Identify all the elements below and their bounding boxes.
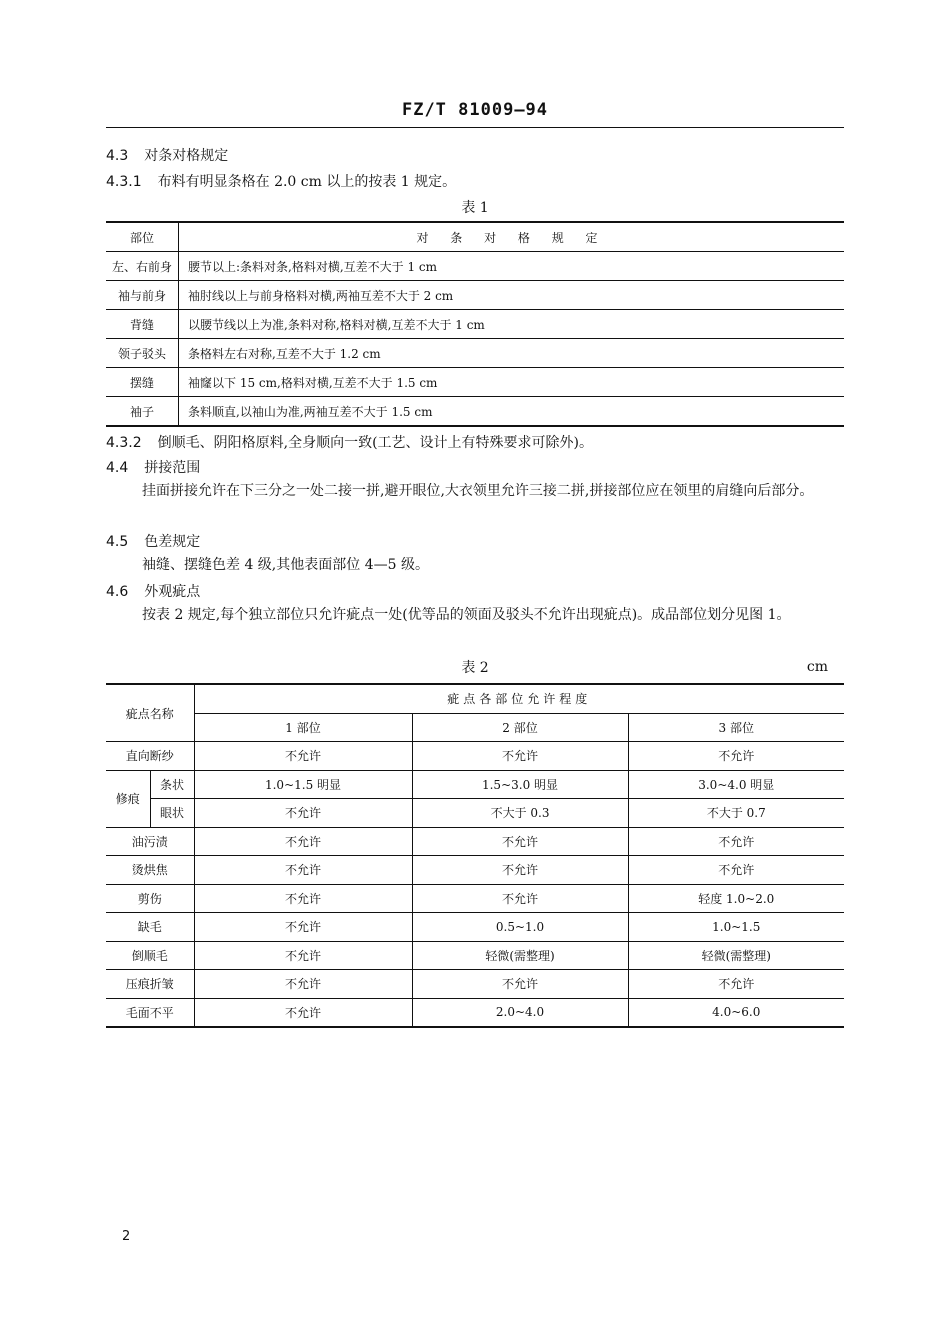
section-title: 色差规定 xyxy=(144,534,201,550)
part-cell: 袖与前身 xyxy=(106,281,179,310)
section-4-6 xyxy=(106,581,200,601)
section-4-3-2 xyxy=(106,432,593,452)
defect-group-cell: 修痕 xyxy=(106,770,150,827)
table-2 xyxy=(106,683,844,1028)
value-cell: 不允许 xyxy=(412,970,628,999)
column-header-part-1: 1 部位 xyxy=(194,713,412,742)
defect-subname-cell: 眼状 xyxy=(150,799,194,828)
value-cell: 不允许 xyxy=(412,856,628,885)
defect-name-cell: 倒顺毛 xyxy=(106,941,194,970)
section-4-3 xyxy=(106,145,228,165)
rule-cell: 条格料左右对称,互差不大于 1.2 cm xyxy=(179,339,845,368)
value-cell: 不允许 xyxy=(412,884,628,913)
value-cell: 不允许 xyxy=(194,799,412,828)
value-cell: 不允许 xyxy=(194,742,412,771)
table2-unit: cm xyxy=(806,659,828,675)
table-subheader-row xyxy=(106,713,844,742)
column-header-defect: 疵点名称 xyxy=(106,684,194,742)
value-cell: 不允许 xyxy=(194,913,412,942)
value-cell: 不允许 xyxy=(412,742,628,771)
defect-name-cell: 毛面不平 xyxy=(106,998,194,1027)
value-cell: 不允许 xyxy=(628,970,844,999)
defect-name-cell: 剪伤 xyxy=(106,884,194,913)
column-header-part-3: 3 部位 xyxy=(628,713,844,742)
defect-name-cell: 缺毛 xyxy=(106,913,194,942)
value-cell: 不允许 xyxy=(194,827,412,856)
part-cell: 领子驳头 xyxy=(106,339,179,368)
table-row xyxy=(106,856,844,885)
table-row xyxy=(106,368,844,397)
rule-cell: 条料顺直,以袖山为准,两袖互差不大于 1.5 cm xyxy=(179,397,845,427)
value-cell: 不大于 0.3 xyxy=(412,799,628,828)
value-cell: 不允许 xyxy=(628,856,844,885)
value-cell: 不允许 xyxy=(412,827,628,856)
table-row xyxy=(106,970,844,999)
table-1 xyxy=(106,221,844,427)
table-row xyxy=(106,998,844,1027)
defect-name-cell: 烫烘焦 xyxy=(106,856,194,885)
defect-name-cell: 直向断纱 xyxy=(106,742,194,771)
value-cell: 不允许 xyxy=(628,742,844,771)
table-row xyxy=(106,827,844,856)
document-code: FZ/T 81009—94 xyxy=(401,100,549,120)
value-cell: 轻微(需整理) xyxy=(628,941,844,970)
section-title: 拼接范围 xyxy=(144,460,201,476)
value-cell: 4.0~6.0 xyxy=(628,998,844,1027)
section-text: 布料有明显条格在 2.0 cm 以上的按表 1 规定。 xyxy=(157,174,457,190)
part-cell: 左、右前身 xyxy=(106,252,179,281)
section-4-6-text: 按表 2 规定,每个独立部位只允许疵点一处(优等品的领面及驳头不允许出现疵点)。成品部位划分见图 1。 xyxy=(142,607,791,623)
section-number: 4.6 xyxy=(106,584,129,600)
section-number: 4.3 xyxy=(106,148,129,164)
part-cell: 袖子 xyxy=(106,397,179,427)
rule-cell: 袖窿以下 15 cm,格料对横,互差不大于 1.5 cm xyxy=(179,368,845,397)
table-row xyxy=(106,310,844,339)
section-4-3-1 xyxy=(106,171,456,191)
table-header-row xyxy=(106,222,844,252)
part-cell: 摆缝 xyxy=(106,368,179,397)
table-row xyxy=(106,742,844,771)
value-cell: 2.0~4.0 xyxy=(412,998,628,1027)
value-cell: 1.0~1.5 xyxy=(628,913,844,942)
column-header-rule: 对 条 对 格 规 定 xyxy=(179,222,845,252)
value-cell: 不大于 0.7 xyxy=(628,799,844,828)
defect-name-cell: 油污渍 xyxy=(106,827,194,856)
rule-cell: 腰节以上:条料对条,格料对横,互差不大于 1 cm xyxy=(179,252,845,281)
rule-cell: 袖肘线以上与前身格料对横,两袖互差不大于 2 cm xyxy=(179,281,845,310)
value-cell: 不允许 xyxy=(194,856,412,885)
table-row xyxy=(106,339,844,368)
section-title: 外观疵点 xyxy=(144,584,201,600)
value-cell: 1.0~1.5 明显 xyxy=(194,770,412,799)
value-cell: 不允许 xyxy=(628,827,844,856)
table-row xyxy=(106,281,844,310)
value-cell: 轻度 1.0~2.0 xyxy=(628,884,844,913)
table-row xyxy=(106,252,844,281)
section-number: 4.3.2 xyxy=(106,435,142,451)
table2-caption: 表 2 xyxy=(461,660,489,676)
section-4-5-text: 袖缝、摆缝色差 4 级,其他表面部位 4—5 级。 xyxy=(142,557,429,573)
column-header-group: 疵点各部位允许程度 xyxy=(194,684,844,713)
table-row xyxy=(106,799,844,828)
value-cell: 0.5~1.0 xyxy=(412,913,628,942)
value-cell: 不允许 xyxy=(194,941,412,970)
part-cell: 背缝 xyxy=(106,310,179,339)
column-header-part-2: 2 部位 xyxy=(412,713,628,742)
section-text: 倒顺毛、阴阳格原料,全身顺向一致(工艺、设计上有特殊要求可除外)。 xyxy=(157,435,593,451)
table-row xyxy=(106,913,844,942)
value-cell: 1.5~3.0 明显 xyxy=(412,770,628,799)
table-row xyxy=(106,770,844,799)
section-4-5 xyxy=(106,531,200,551)
value-cell: 不允许 xyxy=(194,970,412,999)
table1-caption: 表 1 xyxy=(461,200,489,216)
value-cell: 3.0~4.0 明显 xyxy=(628,770,844,799)
table-row xyxy=(106,397,844,427)
column-header-part: 部位 xyxy=(106,222,179,252)
section-number: 4.4 xyxy=(106,460,129,476)
section-4-4 xyxy=(106,457,200,477)
table-row xyxy=(106,884,844,913)
section-title: 对条对格规定 xyxy=(144,148,229,164)
value-cell: 不允许 xyxy=(194,998,412,1027)
table-header-row xyxy=(106,684,844,713)
defect-subname-cell: 条状 xyxy=(150,770,194,799)
table-row xyxy=(106,941,844,970)
section-number: 4.5 xyxy=(106,534,129,550)
defect-name-cell: 压痕折皱 xyxy=(106,970,194,999)
page-number: 2 xyxy=(122,1229,131,1244)
section-4-4-text: 挂面拼接允许在下三分之一处二接一拼,避开眼位,大衣领里允许三接二拼,拼接部位应在领里的肩缝向后部分。 xyxy=(142,483,814,499)
header-rule xyxy=(106,127,844,128)
value-cell: 轻微(需整理) xyxy=(412,941,628,970)
section-number: 4.3.1 xyxy=(106,174,142,190)
rule-cell: 以腰节线以上为准,条料对称,格料对横,互差不大于 1 cm xyxy=(179,310,845,339)
value-cell: 不允许 xyxy=(194,884,412,913)
